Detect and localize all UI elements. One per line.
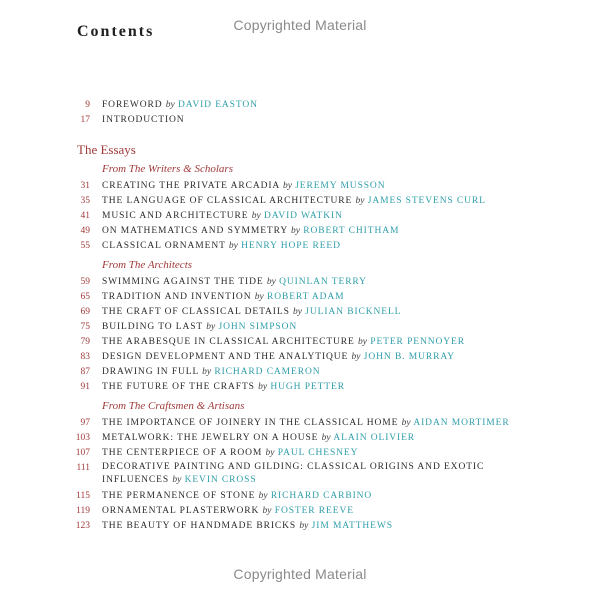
by-label: by [165, 100, 175, 110]
page-number: 111 [76, 463, 90, 473]
toc-entry[interactable] [0, 290, 600, 304]
entry-author: JULIAN BICKNELL [305, 307, 402, 317]
page-number: 65 [80, 292, 90, 302]
by-label: by [202, 367, 212, 377]
toc-entry[interactable] [0, 179, 600, 193]
toc-entry[interactable] [0, 305, 600, 319]
page-number: 103 [75, 433, 90, 443]
entry-author: DAVID EASTON [178, 100, 258, 110]
entry-title: MUSIC AND ARCHITECTURE [102, 211, 249, 221]
toc-entry[interactable] [0, 194, 600, 208]
toc-entry[interactable] [0, 224, 600, 238]
page-number: 119 [76, 506, 90, 516]
page-number: 55 [80, 241, 90, 251]
entry-title: THE CRAFT OF CLASSICAL DETAILS [102, 307, 290, 317]
toc-entry[interactable] [0, 416, 600, 430]
page-number: 123 [75, 521, 90, 531]
entry-title: FOREWORD [102, 100, 163, 110]
toc-entry[interactable] [0, 489, 600, 503]
entry-author: ROBERT CHITHAM [303, 226, 400, 236]
toc-entry[interactable] [0, 380, 600, 394]
page-number: 69 [80, 307, 90, 317]
entry-title: TRADITION AND INVENTION [102, 292, 252, 302]
page-number: 107 [75, 448, 90, 458]
toc-entry[interactable] [0, 335, 600, 349]
by-label: by [355, 196, 365, 206]
by-label: by [358, 337, 367, 347]
page-number: 9 [85, 100, 90, 110]
entry-author: ROBERT ADAM [267, 292, 345, 302]
by-label: by [258, 382, 268, 392]
entry-author: RICHARD CAMERON [214, 367, 321, 377]
entry-title: THE BEAUTY OF HANDMADE BRICKS [102, 521, 297, 531]
entry-title: THE LANGUAGE OF CLASSICAL ARCHITECTURE [102, 196, 353, 206]
toc-entry[interactable] [0, 446, 600, 460]
entry-author: RICHARD CARBINO [270, 491, 373, 501]
entry-author: DAVID WATKIN [264, 211, 343, 221]
watermark-bottom: Copyrighted Material [233, 566, 367, 582]
by-label: by [254, 292, 264, 302]
toc-entry[interactable] [0, 504, 600, 518]
entry-author: QUINLAN TERRY [279, 277, 367, 287]
section-title: The Essays [77, 142, 136, 157]
toc-entry[interactable] [0, 239, 600, 253]
entry-title: ORNAMENTAL PLASTERWORK [102, 506, 260, 516]
entry-author: PETER PENNOYER [370, 337, 465, 347]
subsection-heading: From The Craftsmen & Artisans [102, 400, 245, 412]
subsection-heading: From The Architects [102, 259, 193, 271]
entry-author: PAUL CHESNEY [277, 448, 359, 458]
page-number: 41 [80, 211, 90, 221]
toc-entry[interactable] [0, 365, 600, 379]
toc-entry-foreword[interactable] [0, 98, 600, 112]
by-label: by [291, 226, 300, 236]
by-label: by [321, 433, 331, 443]
by-label: by [262, 506, 272, 516]
by-label: by [172, 475, 182, 485]
entry-title: CLASSICAL ORNAMENT [102, 241, 226, 251]
toc-entry[interactable] [0, 350, 600, 364]
entry-title: SWIMMING AGAINST THE TIDE [102, 277, 264, 287]
entry-title: CREATING THE PRIVATE ARCADIA [102, 181, 280, 191]
entry-author: JOHN SIMPSON [218, 322, 298, 332]
toc-entry[interactable] [0, 461, 600, 489]
entry-title: THE PERMANENCE OF STONE [102, 491, 256, 501]
page-number: 91 [80, 382, 90, 392]
by-label: by [299, 521, 309, 531]
toc-entry[interactable] [0, 209, 600, 223]
page-number: 97 [80, 418, 90, 428]
entry-title: THE CENTERPIECE OF A ROOM [102, 448, 263, 458]
by-label: by [228, 241, 238, 251]
entry-title: DRAWING IN FULL [102, 367, 199, 377]
toc-entry[interactable] [0, 431, 600, 445]
entry-author: JOHN B. MURRAY [363, 352, 455, 362]
page-number: 49 [80, 226, 90, 236]
entry-title: METALWORK: THE JEWELRY ON A HOUSE [102, 433, 319, 443]
by-label: by [282, 181, 292, 191]
page-number: 79 [80, 337, 90, 347]
subsection-heading: From The Writers & Scholars [102, 163, 233, 175]
entry-author: KEVIN CROSS [184, 475, 257, 485]
entry-title: THE FUTURE OF THE CRAFTS [102, 382, 255, 392]
entry-author: HENRY HOPE REED [241, 241, 341, 251]
toc-entry[interactable] [0, 275, 600, 289]
toc-entry-introduction[interactable] [0, 113, 600, 127]
entry-title: DESIGN DEVELOPMENT AND THE ANALYTIQUE [102, 352, 349, 362]
by-label: by [206, 322, 216, 332]
entry-author: ALAIN OLIVIER [333, 433, 416, 443]
page-number: 75 [80, 322, 90, 332]
toc-entry[interactable] [0, 320, 600, 334]
entry-title: BUILDING TO LAST [102, 322, 203, 332]
entry-title: DECORATIVE PAINTING AND GILDING: CLASSICAL ORIGINS AND EXOTIC INFLUENCES [102, 462, 485, 485]
entry-author: AIDAN MORTIMER [413, 418, 510, 428]
page-number: 87 [80, 367, 90, 377]
entry-author: JAMES STEVENS CURL [367, 196, 486, 206]
page-number: 59 [80, 277, 90, 287]
entry-title: THE ARABESQUE IN CLASSICAL ARCHITECTURE [102, 337, 355, 347]
page-number: 35 [80, 196, 90, 206]
page-title: Contents [77, 23, 155, 40]
by-label: by [258, 491, 268, 501]
watermark-top: Copyrighted Material [233, 17, 367, 33]
toc-entry[interactable] [0, 519, 600, 533]
by-label: by [251, 211, 261, 221]
by-label: by [293, 307, 303, 317]
entry-author: FOSTER REEVE [274, 506, 354, 516]
by-label: by [351, 352, 361, 362]
entry-title: ON MATHEMATICS AND SYMMETRY [102, 226, 288, 236]
entry-author: JEREMY MUSSON [295, 181, 386, 191]
page-number: 17 [80, 115, 90, 125]
entry-author: HUGH PETTER [270, 382, 345, 392]
by-label: by [265, 448, 275, 458]
page-number: 83 [80, 352, 90, 362]
entry-author: JIM MATTHEWS [311, 521, 393, 531]
page-number: 31 [80, 181, 90, 191]
page-number: 115 [76, 491, 90, 501]
by-label: by [401, 418, 411, 428]
entry-title: THE IMPORTANCE OF JOINERY IN THE CLASSICAL HOME [102, 418, 399, 428]
by-label: by [266, 277, 276, 287]
entry-title: INTRODUCTION [102, 115, 185, 125]
